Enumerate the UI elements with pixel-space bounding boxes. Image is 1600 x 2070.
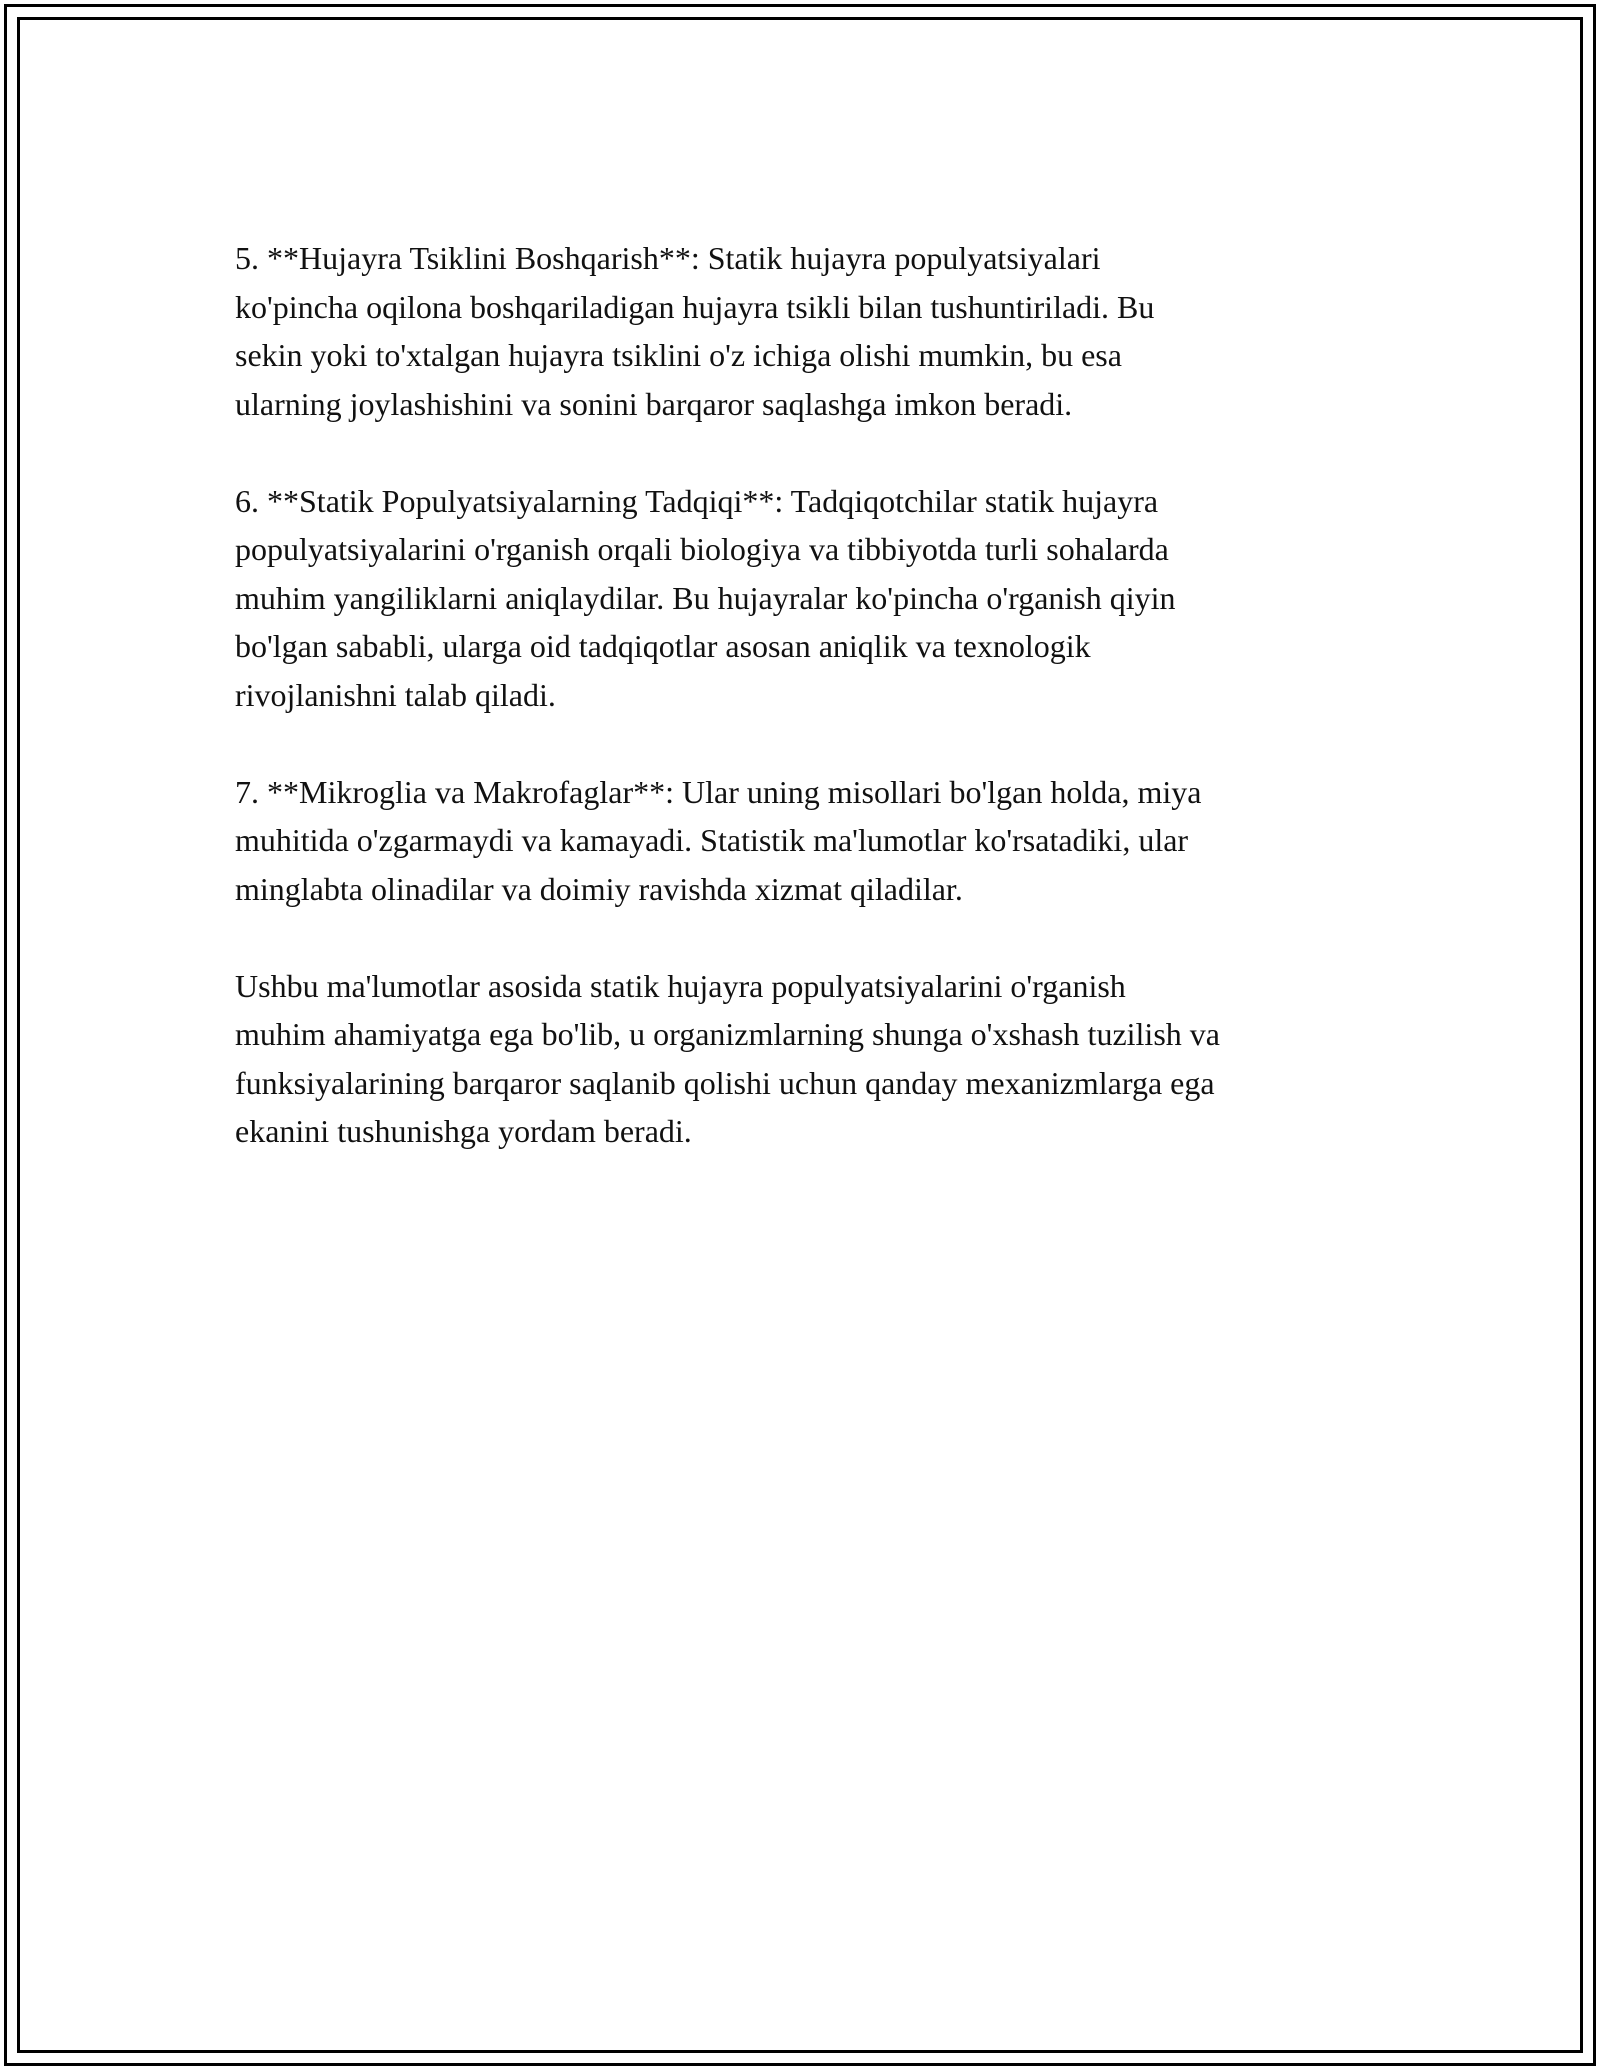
document-body: [235, 234, 1385, 1204]
paragraph-item-6: 6. **Statik Populyatsiyalarning Tadqiqi**: Tadqiqotchilar statik hujayra populyatsiyalarini o'rganish orqali biologiya va tibbiyotda turli sohalarda muhim yangiliklarni aniqlaydilar. Bu hujayralar ko'pincha o'rganish qiyin bo'lgan sababli, ularga oid tadqiqotlar asosan aniqlik va texnologik rivojlanishni talab qiladi.: [235, 482, 1176, 713]
paragraph-item-5: 5. **Hujayra Tsiklini Boshqarish**: Statik hujayra populyatsiyalari ko'pincha oqilona boshqariladigan hujayra tsikli bilan tushuntiriladi. Bu sekin yoki to'xtalgan hujayra tsiklini o'z ichiga olishi mumkin, bu esa ularning joylashishini va sonini barqaror saqlashga imkon beradi.: [235, 240, 1155, 422]
paragraph-item-7: 7. **Mikroglia va Makrofaglar**: Ular uning misollari bo'lgan holda, miya muhitida o'zgarmaydi va kamayadi. Statistik ma'lumotlar ko'rsatadiki, ular minglabta olinadilar va doimiy ravishda xizmat qiladilar.: [235, 773, 1202, 907]
paragraph-conclusion: Ushbu ma'lumotlar asosida statik hujayra populyatsiyalarini o'rganish muhim ahamiyatga ega bo'lib, u organizmlarning shunga o'xshash tuzilish va funksiyalarining barqaror saqlanib qolishi uchun qanday mexanizmlarga ega ekanini tushunishga yordam beradi.: [235, 967, 1220, 1149]
